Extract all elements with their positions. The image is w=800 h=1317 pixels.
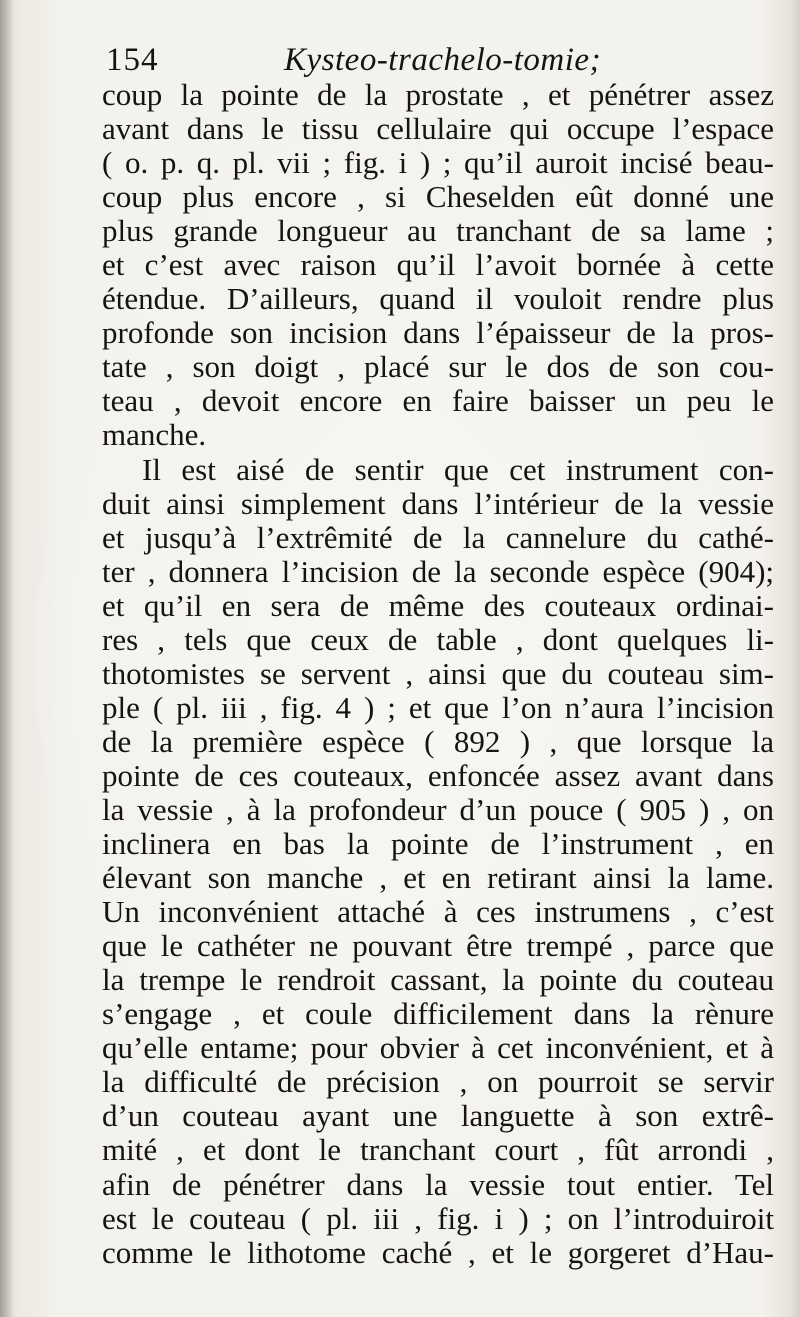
paragraph-end-line: manche. <box>102 418 207 453</box>
running-title: Kysteo-trachelo-tomie; <box>284 42 602 78</box>
text-line: de la première espèce ( 892 ) , que lorsque la <box>102 724 774 759</box>
text-line: et c’est avec raison qu’il l’avoit bornée à cette <box>102 248 774 283</box>
body-text <box>102 78 774 1270</box>
text-line: avant dans le tissu cellulaire qui occupe l’espace <box>102 112 774 147</box>
page-gutter-shadow <box>0 0 14 1317</box>
text-line: d’un couteau ayant une languette à son extrê- <box>102 1099 774 1134</box>
text-line: ter , donnera l’incision de la seconde espèce (904); <box>102 554 774 589</box>
text-line: res , tels que ceux de table , dont quelques li- <box>102 622 774 657</box>
text-line: est le couteau ( pl. iii , fig. i ) ; on l’introduiroit <box>102 1201 774 1236</box>
text-line: qu’elle entame; pour obvier à cet inconvénient, et à <box>102 1031 774 1066</box>
text-line: mité , et dont le tranchant court , fût arrondi , <box>102 1133 774 1168</box>
text-line: s’engage , et coule difficilement dans la rènure <box>102 997 774 1032</box>
text-line: tate , son doigt , placé sur le dos de son cou- <box>102 350 774 385</box>
text-line: et jusqu’à l’extrêmité de la cannelure du cathé- <box>102 520 774 555</box>
text-line: profonde son incision dans l’épaisseur de la pros- <box>102 316 774 351</box>
text-line: la difficulté de précision , on pourroit se servir <box>102 1065 774 1100</box>
text-line: ( o. p. q. pl. vii ; fig. i ) ; qu’il auroit incisé beau- <box>102 146 774 181</box>
text-line: duit ainsi simplement dans l’intérieur de la vessie <box>102 486 774 521</box>
text-line: teau , devoit encore en faire baisser un peu le <box>102 384 774 419</box>
text-line: afin de pénétrer dans la vessie tout entier. Tel <box>102 1167 774 1202</box>
text-line: et qu’il en sera de même des couteaux ordinai- <box>102 588 774 623</box>
text-line: plus grande longueur au tranchant de sa lame ; <box>102 214 774 249</box>
text-line: coup la pointe de la prostate , et pénétrer assez <box>102 78 774 112</box>
text-line: ple ( pl. iii , fig. 4 ) ; et que l’on n’aura l’incision <box>102 690 774 725</box>
text-line: thotomistes se servent , ainsi que du couteau sim- <box>102 656 774 691</box>
paragraph-start-line: Il est aisé de sentir que cet instrument con- <box>142 452 774 487</box>
text-line: étendue. D’ailleurs, quand il vouloit rendre plus <box>102 282 774 317</box>
text-line: Un inconvénient attaché à ces instrumens , c’est <box>102 895 774 930</box>
text-line: la vessie , à la profondeur d’un pouce ( 905 ) , on <box>102 792 774 827</box>
text-line: élevant son manche , et en retirant ainsi la lame. <box>102 861 774 896</box>
text-line: coup plus encore , si Cheselden eût donné une <box>102 180 774 215</box>
page-number: 154 <box>106 42 159 78</box>
text-line: inclinera en bas la pointe de l’instrument , en <box>102 827 774 862</box>
text-line: comme le lithotome caché , et le gorgeret d’Hau- <box>102 1235 774 1270</box>
text-line: que le cathéter ne pouvant être trempé , parce que <box>102 929 774 964</box>
text-line: pointe de ces couteaux, enfoncée assez avant dans <box>102 758 774 793</box>
text-line: la trempe le rendroit cassant, la pointe du couteau <box>102 963 774 998</box>
page-header <box>100 38 772 82</box>
